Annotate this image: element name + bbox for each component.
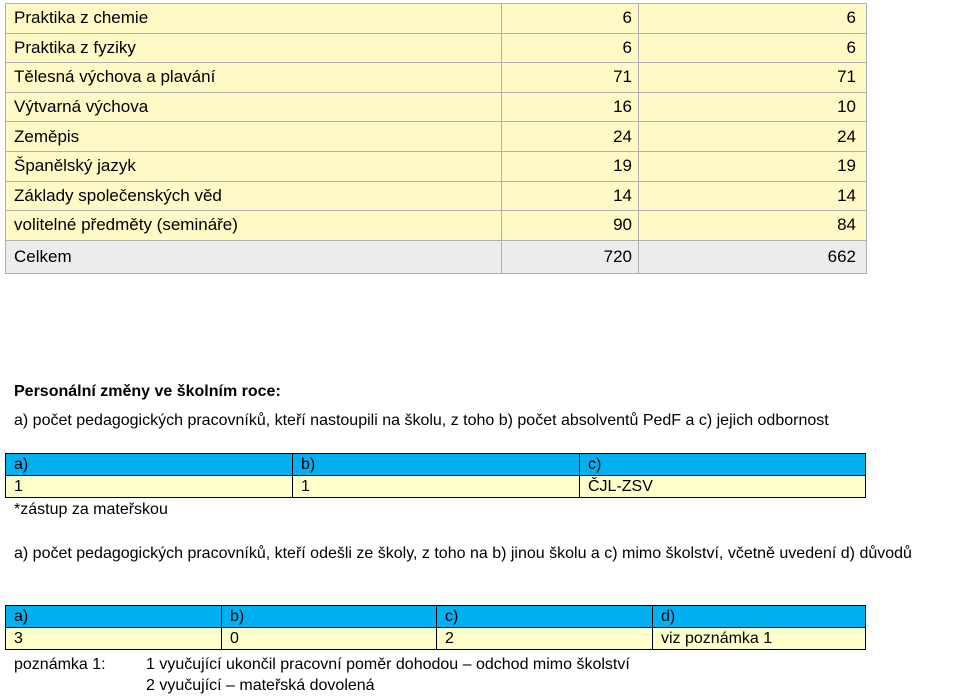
table-row <box>6 151 867 181</box>
subject-name: volitelné předměty (semináře) <box>6 211 502 241</box>
total-value-1: 720 <box>502 240 639 273</box>
subject-name: Tělesná výchova a plavání <box>6 63 502 93</box>
departed-staff-description: a) počet pedagogických pracovníků, kteří odešli ze školy, z toho na b) jinou školu a c) mimo školství, včetně uvedení d) důvodů <box>14 545 912 562</box>
table-row <box>6 92 867 122</box>
table-header-row <box>6 454 866 476</box>
note-line: 1 vyučující ukončil pracovní poměr dohodou – odchod mimo školství <box>146 656 630 673</box>
subject-value-1: 90 <box>502 211 639 241</box>
header-cell: c) <box>437 606 653 628</box>
header-cell: b) <box>293 454 580 476</box>
new-staff-table <box>5 453 866 498</box>
header-cell: a) <box>6 454 293 476</box>
total-row <box>6 240 867 273</box>
subject-name: Zeměpis <box>6 122 502 152</box>
header-cell: a) <box>6 606 222 628</box>
table-cell: 2 <box>437 628 653 650</box>
subject-value-2: 71 <box>639 63 867 93</box>
table-cell: 1 <box>6 476 293 498</box>
header-cell: c) <box>580 454 866 476</box>
header-cell: d) <box>653 606 866 628</box>
table-row <box>6 211 867 241</box>
table-row <box>6 4 867 34</box>
table-cell: 0 <box>222 628 437 650</box>
subject-value-2: 14 <box>639 181 867 211</box>
table-cell: viz poznámka 1 <box>653 628 866 650</box>
subject-name: Praktika z chemie <box>6 4 502 34</box>
subject-value-1: 14 <box>502 181 639 211</box>
header-cell: b) <box>222 606 437 628</box>
footnote: *zástup za mateřskou <box>14 501 168 518</box>
table-row <box>6 33 867 63</box>
subject-name: Španělský jazyk <box>6 151 502 181</box>
subject-value-2: 19 <box>639 151 867 181</box>
section-heading: Personální změny ve školním roce: <box>14 383 281 400</box>
subject-value-1: 16 <box>502 92 639 122</box>
note-label: poznámka 1: <box>14 656 106 673</box>
table-header-row <box>6 606 866 628</box>
subject-value-2: 24 <box>639 122 867 152</box>
table-row <box>6 122 867 152</box>
subjects-table <box>5 3 867 274</box>
subject-value-2: 10 <box>639 92 867 122</box>
table-row <box>6 476 866 498</box>
subject-value-1: 19 <box>502 151 639 181</box>
subject-value-1: 24 <box>502 122 639 152</box>
subject-value-2: 84 <box>639 211 867 241</box>
note-lines <box>146 654 630 696</box>
new-staff-description: a) počet pedagogických pracovníků, kteří nastoupili na školu, z toho b) počet absolventů PedF a c) jejich odbornost <box>14 412 829 429</box>
table-cell: 3 <box>6 628 222 650</box>
subject-value-1: 71 <box>502 63 639 93</box>
table-cell: ČJL-ZSV <box>580 476 866 498</box>
note-line: 2 vyučující – mateřská dovolená <box>146 677 375 694</box>
total-label: Celkem <box>6 240 502 273</box>
subject-value-2: 6 <box>639 4 867 34</box>
subject-value-1: 6 <box>502 4 639 34</box>
subject-name: Základy společenských věd <box>6 181 502 211</box>
subject-value-1: 6 <box>502 33 639 63</box>
table-cell: 1 <box>293 476 580 498</box>
subject-value-2: 6 <box>639 33 867 63</box>
table-row <box>6 628 866 650</box>
table-row <box>6 181 867 211</box>
subject-name: Výtvarná výchova <box>6 92 502 122</box>
total-value-2: 662 <box>639 240 867 273</box>
table-row <box>6 63 867 93</box>
subject-name: Praktika z fyziky <box>6 33 502 63</box>
departed-staff-table <box>5 605 866 650</box>
